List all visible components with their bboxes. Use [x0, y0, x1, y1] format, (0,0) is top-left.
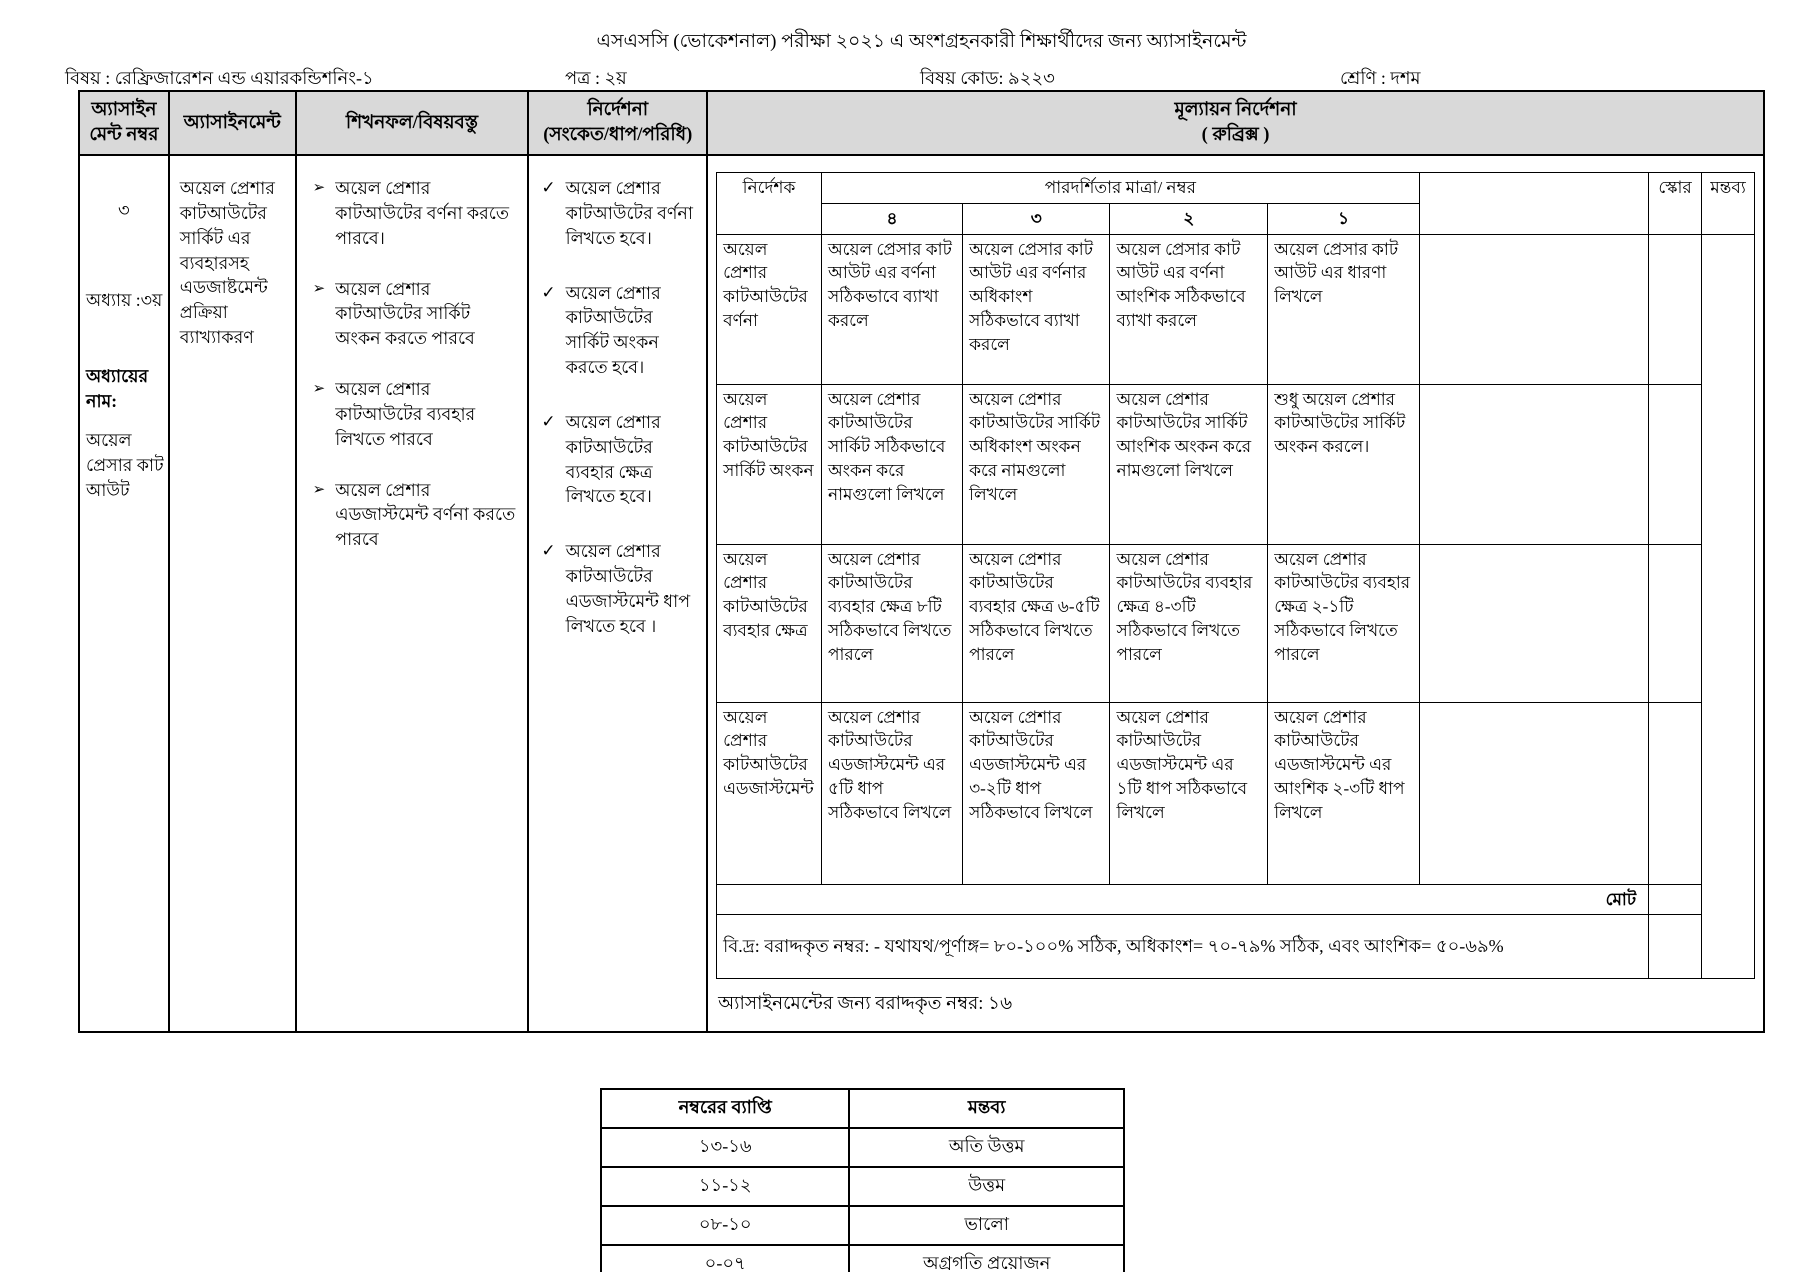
grading-scale-row: [601, 1245, 1124, 1272]
meta-subject-code: বিষয় কোড: ৯২২৩: [920, 68, 1055, 88]
rubric-grade-cell: অয়েল প্রেশার কাটআউটের ব্যবহার ক্ষেত্র ৬-৫টি সঠিকভাবে লিখতে পারলে: [963, 544, 1110, 702]
score-cell: [1649, 234, 1702, 384]
allocated-marks: অ্যাসাইনমেন্টের জন্য বরাদ্দকৃত নম্বর: ১৬: [718, 994, 1013, 1015]
instruction-text: অয়েল প্রেশার কাটআউটের বর্ণনা লিখতে হবে।: [565, 178, 693, 248]
score-cell: [1649, 384, 1702, 544]
instruction-text: অয়েল প্রেশার কাটআউটের এডজাস্টমেন্ট ধাপ লিখতে হবে ।: [565, 541, 691, 636]
rubric-grade-cell: অয়েল প্রেশার কাটআউটের ব্যবহার ক্ষেত্র ৪-৩টি সঠিকভাবে লিখতে পারলে: [1110, 544, 1268, 702]
instruction-item: [537, 539, 700, 638]
note-side-cell: [1649, 915, 1702, 979]
grading-scale-header-range: নম্বরের ব্যাপ্তি: [601, 1089, 849, 1128]
grade-label-2: ২: [1110, 203, 1268, 234]
rubric-spacer-cell: [1419, 234, 1648, 384]
learning-outcome-text: অয়েল প্রেশার কাটআউটের সার্কিট অংকন করতে পারবে: [335, 278, 475, 349]
grading-remark: উত্তম: [849, 1167, 1124, 1206]
meta-row: [65, 62, 1765, 90]
grading-range: ০৮-১০: [601, 1206, 849, 1245]
total-score-cell: [1649, 884, 1702, 915]
rubric-grade-cell: অয়েল প্রেশার কাটআউটের ব্যবহার ক্ষেত্র ২-১টি সঠিকভাবে লিখতে পারলে: [1268, 544, 1420, 702]
rubric-grade-cell: অয়েল প্রেশার কাটআউটের এডজাস্টমেন্ট এর আংশিক ২-৩টি ধাপ লিখলে: [1268, 702, 1420, 884]
rubric-row-description: [717, 234, 1755, 384]
grading-remark: ভালো: [849, 1206, 1124, 1245]
grading-range: ১১-১২: [601, 1167, 849, 1206]
grading-scale-row: [601, 1167, 1124, 1206]
col-header-assignment-number: অ্যাসাইন মেন্ট নম্বর: [79, 91, 169, 155]
instruction-item: [537, 281, 700, 380]
rubric-grade-cell: অয়েল প্রেসার কাট আউট এর বর্ণনার অধিকাংশ সঠিকভাবে ব্যাখা করলে: [963, 234, 1110, 384]
check-icon: ✓: [541, 282, 556, 302]
assignment-table: [78, 90, 1765, 1033]
rubric-indicator: অয়েল প্রেশার কাটআউটের বর্ণনা: [717, 234, 822, 384]
rubric-header-remark: মন্তব্য: [1702, 173, 1755, 235]
rubric-row-usage: [717, 544, 1755, 702]
rubric-grade-cell: অয়েল প্রেসার কাট আউট এর বর্ণনা আংশিক সঠিকভাবে ব্যাখা করলে: [1110, 234, 1268, 384]
learning-outcome-text: অয়েল প্রেশার এডজাস্টমেন্ট বর্ণনা করতে পারবে: [335, 479, 516, 550]
col-header-instructions: [528, 91, 707, 155]
grade-label-4: ৪: [821, 203, 962, 234]
grading-scale-header-remark: মন্তব্য: [849, 1089, 1124, 1128]
meta-class: শ্রেণি : দশম: [1340, 68, 1421, 88]
learning-outcomes-cell: [296, 155, 529, 1032]
rubric-spacer-cell: [1419, 384, 1648, 544]
rubric-grade-cell: অয়েল প্রেশার কাটআউটের ব্যবহার ক্ষেত্র ৮টি সঠিকভাবে লিখতে পারলে: [821, 544, 962, 702]
document-title: এসএসসি (ভোকেশনাল) পরীক্ষা ২০২১ এ অংশগ্রহনকারী শিক্ষার্থীদের জন্য অ্যাসাইনমেন্ট: [596, 31, 1247, 52]
rubric-table: [716, 172, 1755, 979]
learning-outcome-item: [305, 176, 520, 251]
rubric-indicator: অয়েল প্রেশার কাটআউটের এডজাস্টমেন্ট: [717, 702, 822, 884]
learning-outcome-item: [305, 277, 520, 352]
col-header-instructions-line2: (সংকেত/ধাপ/পরিধি): [543, 125, 693, 145]
arrow-bullet-icon: ➢: [312, 481, 326, 498]
instruction-text: অয়েল প্রেশার কাটআউটের সার্কিট অংকন করতে হবে।: [565, 282, 661, 378]
rubric-header-row: [717, 173, 1755, 204]
instructions-cell: [528, 155, 707, 1032]
chapter-name: অয়েল প্রেসার কাট আউট: [86, 430, 164, 500]
rubric-note-row: [717, 915, 1755, 979]
rubric-indicator: অয়েল প্রেশার কাটআউটের সার্কিট অংকন: [717, 384, 822, 544]
col-header-assignment: অ্যাসাইনমেন্ট: [169, 91, 296, 155]
check-icon: ✓: [541, 541, 556, 561]
instruction-item: [537, 410, 700, 509]
rubric-indicator: অয়েল প্রেশার কাটআউটের ব্যবহার ক্ষেত্র: [717, 544, 822, 702]
grading-scale-row: [601, 1206, 1124, 1245]
total-label: মোট: [717, 884, 1649, 915]
rubric-spacer-cell: [1419, 702, 1648, 884]
assignment-number: ৩: [118, 200, 130, 220]
check-icon: ✓: [541, 178, 556, 197]
score-cell: [1649, 544, 1702, 702]
grading-scale-row: [601, 1128, 1124, 1167]
rubric-header-performance: পারদর্শিতার মাত্রা/ নম্বর: [821, 173, 1419, 204]
rubric-grade-cell: শুধু অয়েল প্রেশার কাটআউটের সার্কিট অংকন করলে।: [1268, 384, 1420, 544]
rubric-spacer-header-cell: [1419, 173, 1648, 235]
rubric-spacer-cell: [1419, 544, 1648, 702]
grading-remark: অতি উত্তম: [849, 1128, 1124, 1167]
grading-range: ০-০৭: [601, 1245, 849, 1272]
col-header-instructions-line1: নির্দেশনা: [587, 100, 649, 121]
instruction-item: [537, 176, 700, 251]
remark-column-cell: [1702, 234, 1755, 979]
rubric-total-row: [717, 884, 1755, 915]
rubric-grade-cell: অয়েল প্রেশার কাটআউটের এডজাস্টমেন্ট এর ১টি ধাপ সঠিকভাবে লিখলে: [1110, 702, 1268, 884]
rubric-row-circuit: [717, 384, 1755, 544]
rubric-grade-cell: অয়েল প্রেশার কাটআউটের এডজাস্টমেন্ট এর ৫টি ধাপ সঠিকভাবে লিখলে: [821, 702, 962, 884]
check-icon: ✓: [541, 411, 556, 431]
rubric-grade-cell: অয়েল প্রেশার কাটআউটের এডজাস্টমেন্ট এর ৩-২টি ধাপ সঠিকভাবে লিখলে: [963, 702, 1110, 884]
learning-outcome-text: অয়েল প্রেশার কাটআউটের ব্যবহার লিখতে পারবে: [335, 379, 476, 449]
assignment-number-cell: [79, 155, 169, 1032]
learning-outcome-item: [305, 377, 520, 452]
chapter: অধ্যায় :৩য়: [86, 289, 163, 310]
arrow-bullet-icon: ➢: [312, 381, 326, 398]
rubric-grade-cell: অয়েল প্রেশার কাটআউটের সার্কিট সঠিকভাবে অংকন করে নামগুলো লিখলে: [821, 384, 962, 544]
rubric-grade-cell: অয়েল প্রেসার কাট আউট এর ধারণা লিখলে: [1268, 234, 1420, 384]
grade-label-3: ৩: [963, 203, 1110, 234]
rubric-row-adjustment: [717, 702, 1755, 884]
grading-range: ১৩-১৬: [601, 1128, 849, 1167]
grading-remark: অগ্রগতি প্রয়োজন: [849, 1245, 1124, 1272]
assignment-table-body-row: [79, 155, 1764, 1032]
grading-scale-table: [600, 1088, 1125, 1272]
assignment-table-header-row: [79, 91, 1764, 155]
learning-outcome-text: অয়েল প্রেশার কাটআউটের বর্ণনা করতে পারবে।: [335, 178, 509, 248]
chapter-name-label: অধ্যায়ের নাম:: [86, 366, 149, 412]
grade-label-1: ১: [1268, 203, 1420, 234]
instruction-text: অয়েল প্রেশার কাটআউটের ব্যবহার ক্ষেত্র লিখতে হবে।: [565, 411, 661, 507]
meta-subject: বিষয় : রেফ্রিজারেশন এন্ড এয়ারকন্ডিশনিং-১: [65, 68, 374, 88]
score-cell: [1649, 702, 1702, 884]
arrow-bullet-icon: ➢: [312, 180, 326, 196]
col-header-evaluation-line1: মূল্যায়ন নির্দেশনা: [1174, 100, 1297, 121]
rubric-grade-cell: অয়েল প্রেশার কাটআউটের সার্কিট আংশিক অংকন করে নামগুলো লিখলে: [1110, 384, 1268, 544]
arrow-bullet-icon: ➢: [312, 280, 326, 297]
rubric-grade-cell: অয়েল প্রেশার কাটআউটের সার্কিট অধিকাংশ অংকন করে নামগুলো লিখলে: [963, 384, 1110, 544]
col-header-evaluation: [707, 91, 1764, 155]
col-header-evaluation-line2: ( রুব্রিক্স ): [1201, 125, 1270, 145]
meta-paper: পত্র : ২য়: [565, 68, 627, 88]
learning-outcome-item: [305, 478, 520, 553]
assignment-text: অয়েল প্রেশার কাটআউটের সার্কিট এর ব্যবহারসহ এডজাষ্টমেন্ট প্রক্রিয়া ব্যাখ্যাকরণ: [179, 178, 275, 348]
assignment-cell: [169, 155, 296, 1032]
rubric-header-indicator: নির্দেশক: [717, 173, 822, 235]
rubric-header-score: স্কোর: [1649, 173, 1702, 235]
evaluation-cell: [707, 155, 1764, 1032]
rubric-grade-cell: অয়েল প্রেসার কাট আউট এর বর্ণনা সঠিকভাবে ব্যাখা করলে: [821, 234, 962, 384]
col-header-learning-outcome: শিখনফল/বিষয়বস্তু: [296, 91, 529, 155]
grading-scale-header-row: [601, 1089, 1124, 1128]
rubric-note: বি.দ্র: বরাদ্দকৃত নম্বর: - যথাযথ/পূর্ণাঙ্গ= ৮০-১০০% সঠিক, অধিকাংশ= ৭০-৭৯% সঠিক, এবং আংশিক= ৫০-৬৯%: [717, 915, 1649, 979]
